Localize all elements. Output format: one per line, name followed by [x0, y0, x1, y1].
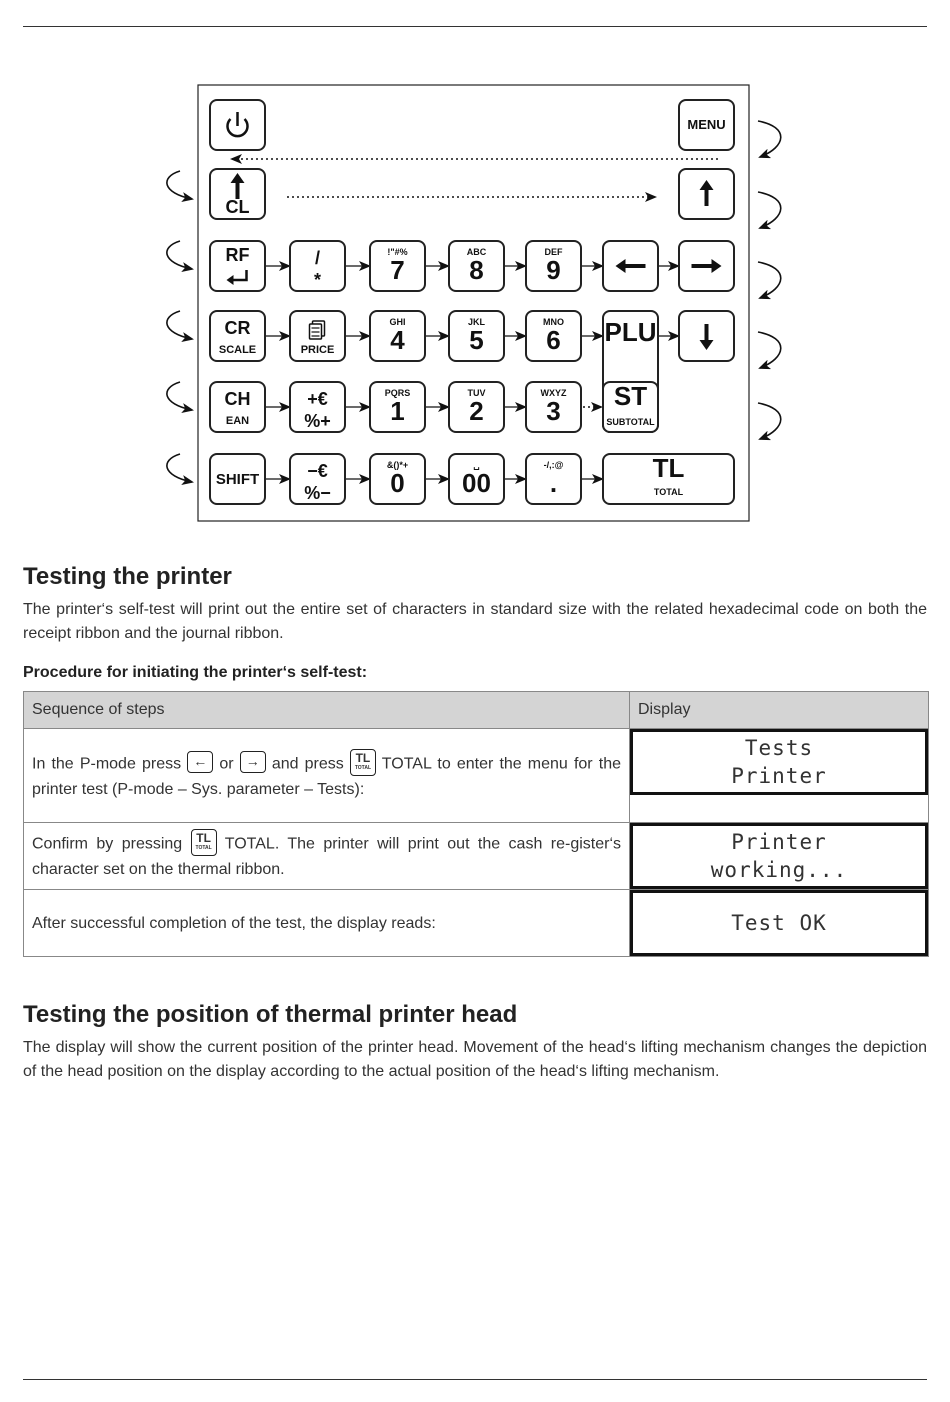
lcd-display-2: [630, 823, 928, 889]
lcd-display-1: [630, 729, 928, 795]
key-cr-sub: SCALE: [218, 344, 257, 356]
wrap-arrow-left: [167, 382, 192, 410]
header-display: Display: [630, 692, 929, 729]
key-k5-label: 5: [469, 325, 484, 355]
key-left: [603, 241, 658, 291]
key-slash-label: /: [314, 248, 321, 268]
table-header-row: [24, 692, 929, 729]
lcd2-line2: working...: [710, 858, 848, 882]
key-k1-label: 1: [390, 396, 405, 426]
table-row: [24, 890, 929, 957]
key-k0-label: 0: [390, 468, 405, 498]
key-cr-label: CR: [224, 318, 251, 338]
steps-table: [23, 691, 929, 957]
section1-title: Testing the printer: [23, 563, 232, 590]
key-k00-small: ␣: [473, 460, 480, 470]
keyboard-keys: [210, 100, 734, 504]
key-ch-sub: EAN: [225, 415, 250, 427]
key-k2: [449, 382, 504, 432]
key-pctminus: [290, 454, 345, 504]
step1-pre: In the P-mode press: [32, 755, 182, 773]
key-tl-label: TL: [652, 453, 685, 483]
key-rf-label: RF: [225, 245, 250, 265]
key-power: [210, 100, 265, 150]
lcd1-line1: Tests: [744, 736, 814, 760]
key-k1-small: PQRS: [384, 388, 411, 398]
key-rf: [210, 241, 265, 291]
key-k3: [526, 382, 581, 432]
tl-icon-bottom: TOTAL: [195, 845, 212, 851]
key-pctplus-sub: %+: [304, 411, 331, 431]
table-row: [24, 729, 929, 823]
lcd-display-3: [630, 890, 928, 956]
key-k8-small: ABC: [466, 247, 487, 257]
step-text-1: [24, 729, 630, 823]
key-k0-small: &()*+: [386, 460, 409, 470]
key-k7-small: !"#%: [387, 247, 408, 257]
key-cl-sub: CL: [225, 197, 250, 217]
tl-icon-top: TL: [196, 831, 211, 845]
key-up: [679, 169, 734, 219]
step1-rest: TOTAL to enter the menu for the printer test (P-mode – Sys. parameter – Tests):: [32, 755, 621, 798]
key-k9-small: DEF: [544, 247, 563, 257]
key-k9-label: 9: [546, 255, 561, 285]
key-price-sub: PRICE: [300, 344, 335, 356]
right-key-icon: →: [240, 751, 266, 773]
key-slash: [290, 241, 345, 291]
key-k8-label: 8: [469, 255, 484, 285]
wrap-arrow-right: [758, 121, 781, 157]
step-text-3: After successful completion of the test, the display reads:: [24, 890, 630, 957]
wrap-arrow-right: [758, 262, 781, 298]
step1-or: or: [219, 755, 234, 773]
key-k00-label: 00: [462, 468, 491, 498]
keyboard-diagram: [0, 0, 950, 540]
key-k0: [370, 454, 425, 504]
key-k00: [449, 454, 504, 504]
key-cr: [210, 311, 265, 361]
key-tl: [603, 453, 734, 504]
key-tl-sub: TOTAL: [653, 487, 684, 497]
step1-and: and press: [271, 755, 344, 773]
key-ch: [210, 382, 265, 432]
key-cl: [210, 169, 265, 219]
key-st-sub: SUBTOTAL: [606, 417, 655, 427]
step-text-2: [24, 823, 630, 890]
header-steps: Sequence of steps: [24, 692, 630, 729]
key-down: [679, 311, 734, 361]
key-k9: [526, 241, 581, 291]
wrap-arrow-right: [758, 192, 781, 228]
wrap-arrow-right: [758, 403, 781, 439]
key-k3-small: WXYZ: [540, 388, 567, 398]
wrap-arrow-left: [167, 241, 192, 269]
key-k8: [449, 241, 504, 291]
key-k3-label: 3: [546, 396, 561, 426]
total-key-icon: [350, 749, 376, 776]
key-dot-small: -/,:@: [543, 460, 564, 470]
key-price: [290, 311, 345, 361]
step2-pre: Confirm by pressing: [32, 835, 183, 853]
wrap-arrow-left: [167, 454, 192, 482]
key-st: [603, 381, 658, 432]
key-pctplus: [290, 382, 345, 432]
key-k7-label: 7: [390, 255, 405, 285]
lcd3-line1: Test OK: [731, 911, 827, 935]
key-plu-label: PLU: [604, 317, 657, 347]
lcd2-line1: Printer: [731, 830, 827, 854]
key-k1: [370, 382, 425, 432]
wrap-arrow-left: [167, 311, 192, 339]
key-dot: [526, 454, 581, 504]
procedure-heading: Procedure for initiating the printer‘s self-test:: [23, 664, 368, 681]
keyboard-svg: [0, 0, 950, 540]
wrap-arrow-left: [167, 171, 192, 199]
tl-icon-top: TL: [355, 750, 371, 765]
table-row: [24, 823, 929, 890]
key-menu: [679, 100, 734, 150]
key-k4-small: GHI: [389, 317, 406, 327]
key-k2-small: TUV: [467, 388, 486, 398]
left-key-icon: ←: [187, 751, 213, 773]
key-k5: [449, 311, 504, 361]
key-pctminus-sub: %−: [304, 483, 331, 503]
tl-icon-bottom: TOTAL: [354, 764, 372, 771]
key-k4: [370, 311, 425, 361]
key-dot-label: .: [549, 468, 558, 498]
display-cell-3: [630, 890, 929, 957]
key-menu-label: MENU: [687, 117, 726, 132]
key-shift-label: SHIFT: [215, 471, 260, 488]
key-pctminus-label: −€: [307, 461, 328, 481]
key-k6-label: 6: [546, 325, 561, 355]
section2-body: The display will show the current position of the printer head. Movement of the head‘s lifting mechanism changes the depiction of the head position on the display according to the actual position of the head‘s lifting mechanism.: [23, 1039, 927, 1080]
total-key-icon: [191, 829, 217, 856]
key-k6: [526, 311, 581, 361]
key-st-label: ST: [613, 381, 648, 411]
section2-title: Testing the position of thermal printer head: [23, 1001, 518, 1028]
bottom-rule: [23, 1379, 927, 1380]
step2-rest: TOTAL. The printer will print out the cash re-gister‘s character set on the thermal ribbon.: [32, 835, 621, 878]
key-ch-label: CH: [224, 389, 251, 409]
key-slash-sub: *: [313, 270, 322, 290]
key-k7: [370, 241, 425, 291]
key-right: [679, 241, 734, 291]
key-k6-small: MNO: [543, 317, 564, 327]
key-k2-label: 2: [469, 396, 484, 426]
display-cell-1: [630, 729, 929, 823]
display-cell-2: [630, 823, 929, 890]
lcd1-line2: Printer: [731, 764, 827, 788]
key-k4-label: 4: [390, 325, 405, 355]
key-shift: [210, 454, 265, 504]
section1-body: The printer‘s self-test will print out the entire set of characters in standard size with the related hexadecimal code on both the receipt ribbon and the journal ribbon.: [23, 601, 927, 642]
key-pctplus-label: +€: [307, 389, 328, 409]
wrap-arrow-right: [758, 332, 781, 368]
key-k5-small: JKL: [467, 317, 486, 327]
